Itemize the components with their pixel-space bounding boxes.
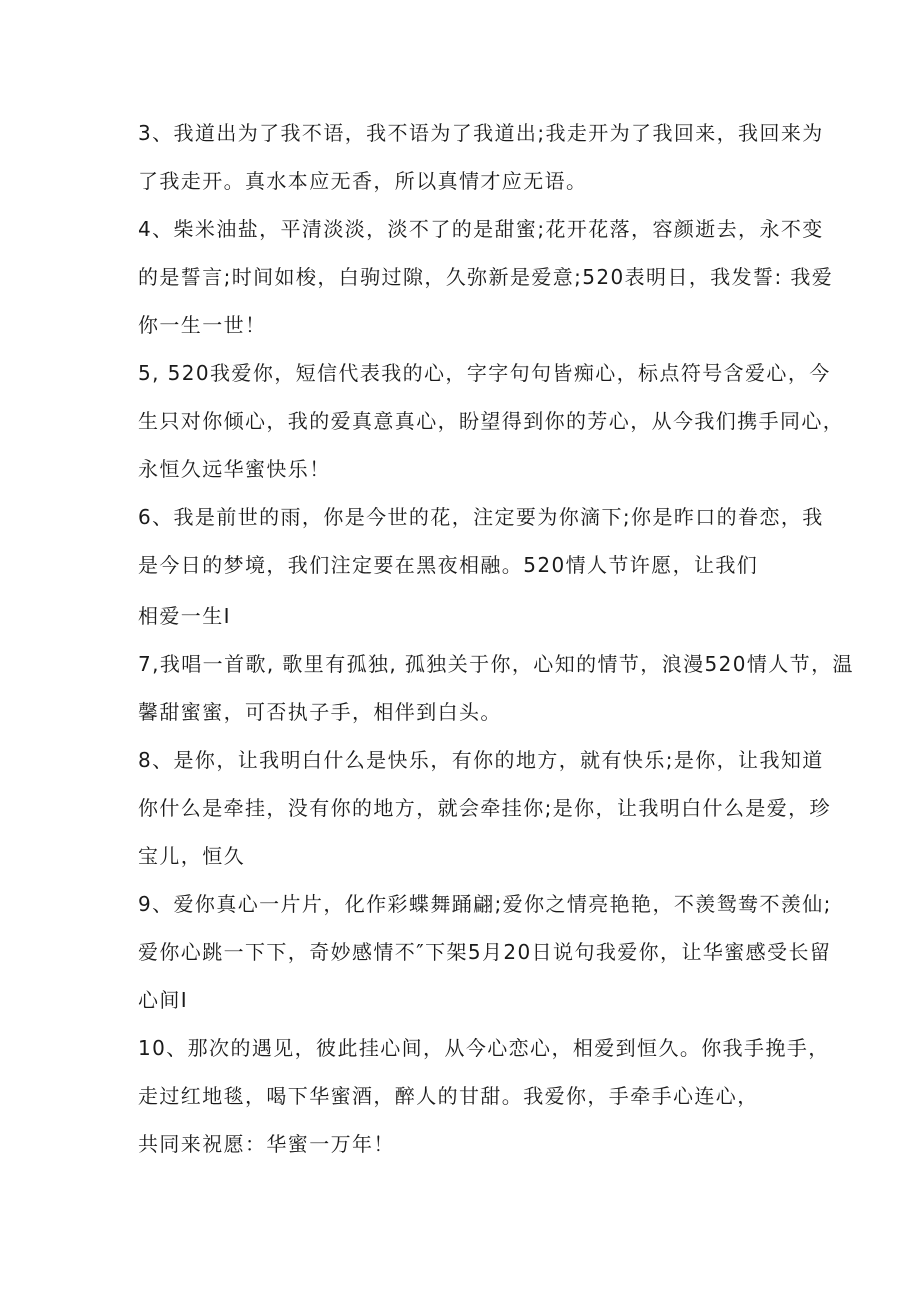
text-line: 你一生一世！ bbox=[138, 313, 267, 337]
text-line: 7,我唱一首歌, 歌里有孤独, 孤独关于你，心知的情节，浪漫520情人节，温 bbox=[138, 652, 854, 676]
text-line: 共同来祝愿：华蜜一万年！ bbox=[138, 1132, 395, 1156]
text-line: 馨甜蜜蜜，可否执子手，相伴到白头。 bbox=[138, 700, 502, 724]
text-line: 你什么是牵挂，没有你的地方，就会牵挂你;是你，让我明白什么是爱，珍 bbox=[138, 796, 831, 820]
text-line: 永恒久远华蜜快乐！ bbox=[138, 457, 331, 481]
paragraph-5 bbox=[138, 353, 845, 497]
text-line: 的是誓言;时间如梭，白驹过隙，久弥新是爱意;520表明日，我发誓: 我爱 bbox=[138, 265, 834, 289]
text-line: 走过红地毯，喝下华蜜酒，醉人的甘甜。我爱你，手牵手心连心， bbox=[138, 1084, 759, 1108]
text-line: 宝儿，恒久 bbox=[138, 844, 245, 868]
paragraph-3 bbox=[138, 113, 824, 209]
text-line: 9、爱你真心一片片，化作彩蝶舞踊翩;爱你之情亮艳艳，不羡鸳鸯不羡仙; bbox=[138, 892, 832, 916]
text-line: 生只对你倾心，我的爱真意真心，盼望得到你的芳心，从今我们携手同心， bbox=[138, 409, 845, 433]
text-line: 6、我是前世的雨，你是今世的花，注定要为你滴下;你是昨口的眷恋，我 bbox=[138, 505, 824, 529]
text-line: 是今日的梦境，我们注定要在黑夜相融。520情人节许愿，让我们 bbox=[138, 553, 759, 577]
text-line: 10、那次的遇见，彼此挂心间，从今心恋心，相爱到恒久。你我手挽手， bbox=[138, 1036, 830, 1060]
text-line: 3、我道出为了我不语，我不语为了我道出;我走开为了我回来，我回来为 bbox=[138, 121, 824, 145]
text-line: 5, 520我爱你，短信代表我的心，字字句句皆痴心，标点符号含爱心，今 bbox=[138, 361, 831, 385]
paragraph-4 bbox=[138, 209, 834, 353]
text-line: 相爱一生I bbox=[138, 604, 231, 628]
text-line: 心间I bbox=[138, 988, 189, 1012]
text-line: 4、柴米油盐，平清淡淡，淡不了的是甜蜜;花开花落，容颜逝去，永不变 bbox=[138, 217, 824, 241]
text-line: 了我走开。真水本应无香，所以真情才应无语。 bbox=[138, 169, 588, 193]
document-page bbox=[138, 113, 854, 1172]
paragraph-6 bbox=[138, 497, 824, 644]
text-line: 8、是你，让我明白什么是快乐，有你的地方，就有快乐;是你，让我知道 bbox=[138, 748, 824, 772]
paragraph-9 bbox=[138, 884, 832, 1028]
text-line: 爱你心跳一下下，奇妙感情不″下架5月20日说句我爱你，让华蜜感受长留 bbox=[138, 940, 832, 964]
paragraph-10 bbox=[138, 1028, 830, 1172]
paragraph-7 bbox=[138, 644, 854, 740]
paragraph-8 bbox=[138, 740, 831, 884]
